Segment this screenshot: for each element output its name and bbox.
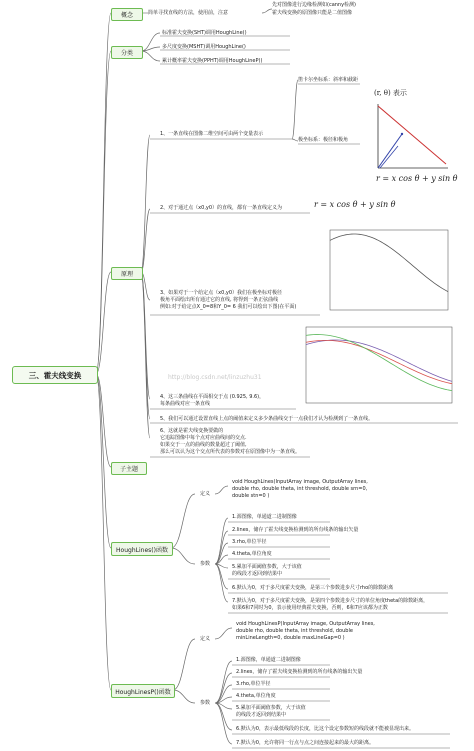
houghlines-param: 5.累加平面阈值参数，大于该值 xyxy=(232,564,302,570)
polar-figure-caption: (r, θ) 表示 xyxy=(374,89,407,97)
branch-houghlines-label: HoughLines()函数 xyxy=(116,546,168,554)
sinusoid-curve xyxy=(330,234,448,292)
principle-point2: 2、对于通过点（x0,y0）的直线，都有一条直线定义为 xyxy=(160,205,283,211)
principle-point1: 1、一条直线在图像二维空间可由两个变量表示 xyxy=(160,131,264,137)
houghlinesp-param: 2.lines，储存了霍夫线变换检测到的所有线条的输出矢量 xyxy=(236,669,363,675)
watermark: http://blog.csdn.net/linzuzhu31 xyxy=(168,374,262,381)
polar-radius xyxy=(378,134,402,168)
connector-class-1 xyxy=(141,33,160,51)
connector-hlp-param-6 xyxy=(215,703,232,744)
connector-hlp-param-1 xyxy=(215,673,232,703)
concept-text: 简单寻找直线的方法，使用前，注意 xyxy=(148,10,229,16)
branch-concept-label: 概念 xyxy=(120,12,133,19)
houghlines-param: 如果6和7同时为0，表示使用经典霍夫变换，否则，6和7应该都为正数 xyxy=(232,605,388,611)
connector-hl-param-6 xyxy=(215,564,228,602)
principle-point3-line: 极角平面绘出所有通过它的直线, 将得到一条正弦曲线 xyxy=(160,297,279,303)
branch-classification-label: 分类 xyxy=(120,50,133,57)
principle-point4-line: 每条曲线对应一条直线 xyxy=(160,401,211,407)
principle-point6-line: 那么可以认为这个交点所代表的参数对在原图像中为一条直线。 xyxy=(160,449,301,455)
connector-hl-def xyxy=(171,494,195,548)
connector-hlp-def-text xyxy=(215,628,232,639)
houghlines-param: 1.源图像，单通道二进制图像 xyxy=(232,514,297,520)
connector-hlp-param-5 xyxy=(215,703,232,730)
houghlinesp-param: 的线段才返回到结果中 xyxy=(236,712,287,718)
houghlinesp-param: 1.源图像，单通道二进制图像 xyxy=(236,657,301,663)
houghlines-param: 3.rho,单位半径 xyxy=(232,539,267,545)
houghlinesp-definition-label: 定义 xyxy=(200,636,211,642)
sinusoid-curve-1 xyxy=(306,340,452,383)
principle-point6-line: 它追踪图像中每个点对应曲线间的交点. xyxy=(160,435,247,441)
principle-point6-line: 6、这就是霍夫线变换要做的 xyxy=(160,428,224,434)
polar-radius-2 xyxy=(380,146,398,168)
houghlinesp-definition-line: minLineLength=0, double maxLineGap=0 ) xyxy=(236,635,345,641)
branch-subtopic-label: 子主题 xyxy=(119,466,138,473)
houghlinesp-param: 5.累加平面阈值参数，大于该值 xyxy=(236,705,306,711)
connector-cartesian xyxy=(292,80,298,139)
polar-point xyxy=(401,133,403,135)
houghlines-definition-line: void HoughLines(InputArray image, OutputArray lines, xyxy=(232,479,368,485)
houghlines-definition-line: double stn=0 ) xyxy=(232,493,270,499)
houghlines-param: 7.默认为0，对于多尺度霍夫变换，是第四个参数进步尺寸的单位角度theta的除数距离， xyxy=(232,598,429,604)
sinusoid-plot-1-svg xyxy=(320,226,452,318)
polar-figure-formula: r = x cos θ + y sin θ xyxy=(376,174,458,183)
classification-item: 多尺度变换(MSHT)调用HoughLine() xyxy=(162,44,246,50)
connector-class-3 xyxy=(141,51,160,61)
connector-hl-params xyxy=(171,548,195,564)
houghlinesp-param: 3.rho,单位半径 xyxy=(236,681,271,687)
houghlinesp-param: 7.默认为0，允许将同一行点与点之间连接起来的最大的距离。 xyxy=(236,740,374,746)
connector-principle-p1 xyxy=(141,135,150,272)
branch-principle-label: 原理 xyxy=(120,271,133,278)
connector-concept-note xyxy=(262,9,272,13)
branch-houghlinesp-label: HoughLinesP()函数 xyxy=(115,688,171,696)
principle-point5: 5、我们可以通过设置直线上点的阈值来定义多少条曲线交于一点我们才认为检测到了一条直线。 xyxy=(160,416,374,422)
houghlines-param: 6.默认为0，对于多尺度霍夫变换，是第三个参数进步尺寸rho的除数距离 xyxy=(232,585,394,591)
connector-hl-param-0 xyxy=(215,518,228,564)
houghlines-param: 4.theta,单位角度 xyxy=(232,551,272,557)
principle-point2-formula: r = x cos θ + y sin θ xyxy=(314,200,396,209)
branch-houghlines[interactable] xyxy=(111,542,173,556)
houghlinesp-param: 4.theta,单位角度 xyxy=(236,693,276,699)
sinusoid-curve-2 xyxy=(306,335,452,391)
principle-point6-line: 如果交于一点的曲线的数量超过了阈值, xyxy=(160,442,247,448)
houghlines-definition-label: 定义 xyxy=(200,491,211,497)
sinusoid-plot-2 xyxy=(296,323,456,411)
sinusoid-plot-1 xyxy=(320,226,452,318)
houghlines-definition-line: double rho, double theta, int threshold, double srn=0, xyxy=(232,486,368,492)
plot-frame xyxy=(330,230,448,310)
connector-hl-def-text xyxy=(215,486,228,494)
houghlines-param: 2.lines，储存了霍夫线变换检测到的所有线条的输出矢量 xyxy=(232,527,359,533)
branch-subtopic[interactable] xyxy=(111,462,147,475)
branch-principle[interactable] xyxy=(111,267,143,280)
plot-frame xyxy=(306,327,452,403)
houghlines-params-label: 参数 xyxy=(200,561,211,567)
houghlinesp-definition-line: void HoughLinesP(InputArray image, OutputArray lines, xyxy=(236,621,375,627)
houghlinesp-param: 6.默认为0，表示最低线段的长度，比这个设定参数短的线段就不能被显现出来。 xyxy=(236,726,414,732)
root-label: 三、霍夫线变换 xyxy=(28,370,82,380)
principle-cartesian: 笛卡尔坐标系：斜率和截距 xyxy=(298,77,359,83)
sinusoid-plot-2-svg xyxy=(296,323,456,411)
polar-line xyxy=(378,106,446,164)
houghlines-param: 的线段才返回到结果中 xyxy=(232,571,283,577)
houghlinesp-definition-line: double rho, double theta, int threshold, double xyxy=(236,628,353,634)
principle-point4-line: 4、这三条曲线在平面相交于点 (0.925, 9.6)， xyxy=(160,394,265,400)
connector-hlp-params xyxy=(173,690,195,703)
concept-note-1: 先对图像进行边缘检测如(canny检测) xyxy=(272,2,357,8)
sinusoid-curve-0 xyxy=(306,340,452,381)
principle-polar: 极坐标系：极径和极角 xyxy=(298,137,349,143)
branch-classification[interactable] xyxy=(111,46,143,59)
classification-item: 累计概率霍夫变换(PPHT)调用HoughLineP() xyxy=(162,58,263,64)
houghlinesp-params-label: 参数 xyxy=(200,700,211,706)
polar-figure xyxy=(368,86,466,194)
root-node[interactable] xyxy=(12,366,98,384)
principle-point3-line: 例如:对于给定点X_0=8和Y_0= 6 我们可以绘出下图(在平面) xyxy=(160,304,297,310)
connector-hlp-param-0 xyxy=(215,661,232,703)
classification-item: 标准霍夫变换(SHT)调用HoughLine() xyxy=(162,30,247,36)
connector-hlp-def xyxy=(173,639,195,690)
branch-houghlinesp[interactable] xyxy=(111,684,175,698)
concept-note-2: 霍夫线变换的原图像只能是二值图像 xyxy=(272,10,353,16)
branch-concept[interactable] xyxy=(111,8,143,21)
principle-point3-line: 3、如果对于一个给定点（x0,y0）我们在极坐标对极径 xyxy=(160,290,283,296)
connector-principle-p2 xyxy=(141,209,150,272)
